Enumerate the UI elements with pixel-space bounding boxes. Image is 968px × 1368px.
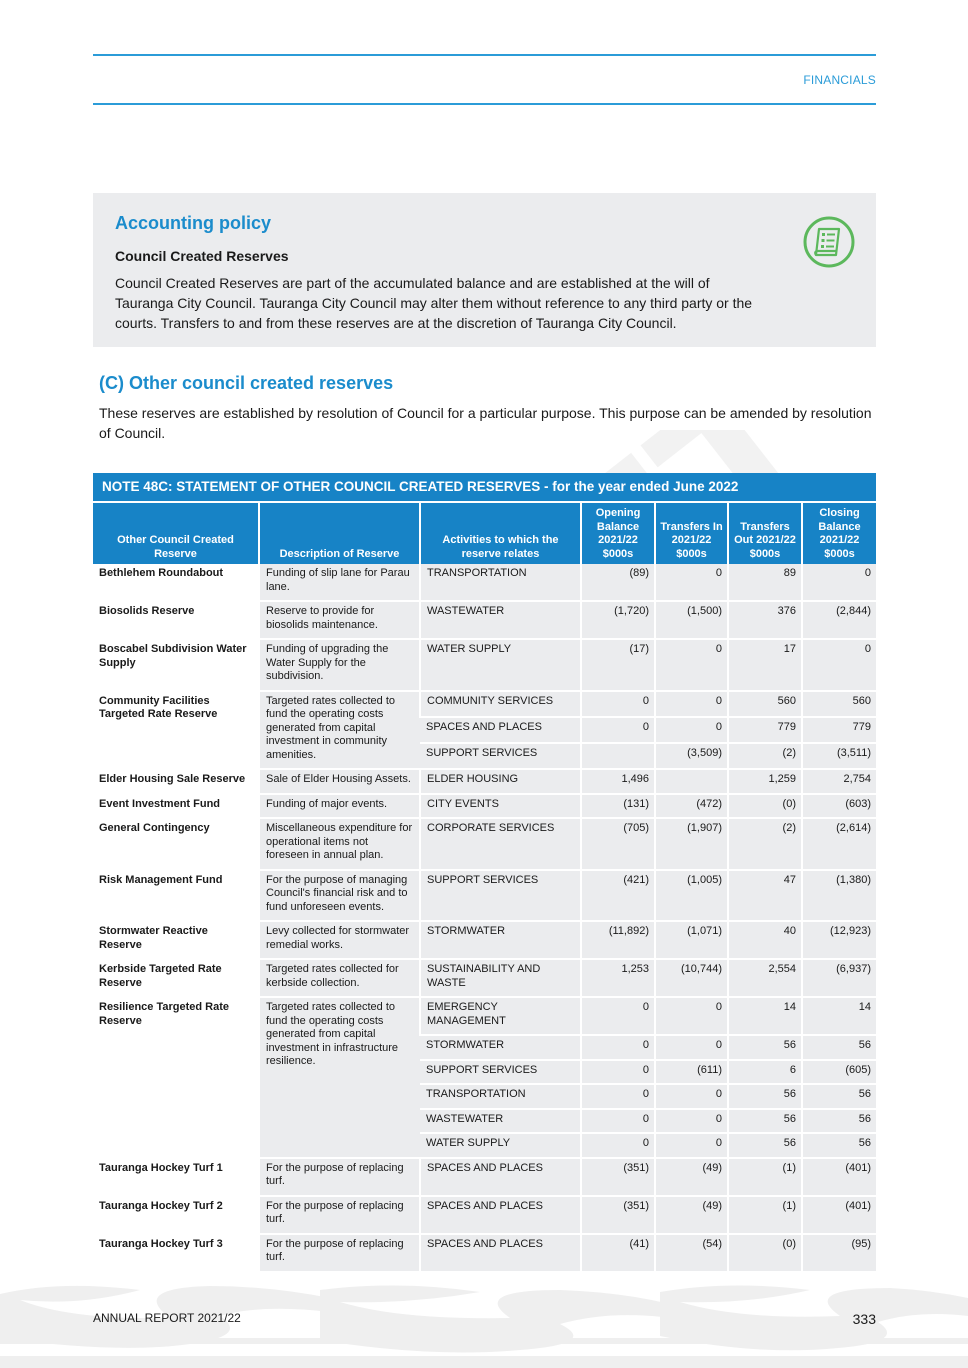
footer-report-title: ANNUAL REPORT 2021/22 <box>93 1311 241 1325</box>
cell-opening-balance: (89) <box>581 564 655 601</box>
table-row <box>93 997 876 1035</box>
cell-opening-balance: 0 <box>581 1035 655 1060</box>
cell-reserve-name: Tauranga Hockey Turf 3 <box>93 1234 259 1272</box>
cell-activity: STORMWATER <box>420 921 581 959</box>
col-transfers-in: Transfers In 2021/22 $000s <box>655 502 728 564</box>
col-transfers-out: Transfers Out 2021/22 $000s <box>728 502 802 564</box>
cell-transfers-out: 779 <box>728 717 802 743</box>
cell-description: Miscellaneous expenditure for operational items not foreseen in annual plan. <box>259 818 420 870</box>
cell-transfers-out: (0) <box>728 794 802 819</box>
table-row <box>93 921 876 959</box>
col-reserve-name: Other Council Created Reserve <box>93 502 259 564</box>
top-rule <box>93 54 876 56</box>
table-row <box>93 818 876 870</box>
table-row <box>93 769 876 794</box>
col-description: Description of Reserve <box>259 502 420 564</box>
cell-opening-balance: 0 <box>581 1084 655 1109</box>
cell-activity: SUPPORT SERVICES <box>420 870 581 922</box>
cell-transfers-in: (49) <box>655 1158 728 1196</box>
cell-opening-balance: (351) <box>581 1158 655 1196</box>
cell-transfers-out: 2,554 <box>728 959 802 997</box>
cell-transfers-in <box>655 769 728 794</box>
cell-transfers-out: 47 <box>728 870 802 922</box>
table-row <box>93 691 876 717</box>
cell-transfers-out: (2) <box>728 743 802 769</box>
cell-opening-balance: (41) <box>581 1234 655 1272</box>
cell-transfers-out: 17 <box>728 639 802 691</box>
cell-closing-balance: 0 <box>802 564 876 601</box>
cell-activity: SUPPORT SERVICES <box>420 743 581 769</box>
cell-transfers-in: 0 <box>655 564 728 601</box>
section-intro: These reserves are established by resolution of Council for a particular purpose. This purpose can be amended by resolution of Council. <box>99 405 872 441</box>
cell-description: For the purpose of replacing turf. <box>259 1234 420 1272</box>
document-checklist-icon <box>802 215 856 269</box>
cell-transfers-in: (1,500) <box>655 601 728 639</box>
cell-opening-balance: 0 <box>581 1060 655 1085</box>
cell-activity: SUPPORT SERVICES <box>420 1060 581 1085</box>
cell-transfers-out: 14 <box>728 997 802 1035</box>
cell-closing-balance: 0 <box>802 639 876 691</box>
cell-reserve-name: General Contingency <box>93 818 259 870</box>
cell-closing-balance: 56 <box>802 1109 876 1134</box>
cell-transfers-in: 0 <box>655 1035 728 1060</box>
cell-closing-balance: 56 <box>802 1035 876 1060</box>
cell-opening-balance: 0 <box>581 997 655 1035</box>
cell-activity: STORMWATER <box>420 1035 581 1060</box>
cell-activity: CITY EVENTS <box>420 794 581 819</box>
cell-opening-balance: (351) <box>581 1196 655 1234</box>
cell-transfers-out: 56 <box>728 1084 802 1109</box>
accounting-policy-box <box>93 193 876 347</box>
cell-activity: EMERGENCY MANAGEMENT <box>420 997 581 1035</box>
cell-transfers-out: (0) <box>728 1234 802 1272</box>
cell-activity: TRANSPORTATION <box>420 1084 581 1109</box>
cell-activity: TRANSPORTATION <box>420 564 581 601</box>
cell-description: Funding of slip lane for Parau lane. <box>259 564 420 601</box>
cell-opening-balance: (131) <box>581 794 655 819</box>
cell-reserve-name: Stormwater Reactive Reserve <box>93 921 259 959</box>
cell-closing-balance: 560 <box>802 691 876 717</box>
cell-reserve-name: Bethlehem Roundabout <box>93 564 259 601</box>
cell-reserve-name: Tauranga Hockey Turf 1 <box>93 1158 259 1196</box>
cell-reserve-name: Resilience Targeted Rate Reserve <box>93 997 259 1158</box>
cell-opening-balance <box>581 743 655 769</box>
cell-reserve-name: Boscabel Subdivision Water Supply <box>93 639 259 691</box>
cell-reserve-name: Biosolids Reserve <box>93 601 259 639</box>
cell-closing-balance: (2,614) <box>802 818 876 870</box>
cell-transfers-in: (611) <box>655 1060 728 1085</box>
cell-reserve-name: Community Facilities Targeted Rate Reserve <box>93 691 259 770</box>
cell-reserve-name: Event Investment Fund <box>93 794 259 819</box>
table-row <box>93 601 876 639</box>
cell-description: Sale of Elder Housing Assets. <box>259 769 420 794</box>
table-row <box>93 1234 876 1272</box>
cell-closing-balance: 779 <box>802 717 876 743</box>
cell-transfers-in: (1,907) <box>655 818 728 870</box>
cell-closing-balance: (12,923) <box>802 921 876 959</box>
cell-closing-balance: (605) <box>802 1060 876 1085</box>
cell-transfers-in: 0 <box>655 997 728 1035</box>
section-label: FINANCIALS <box>803 73 876 87</box>
col-closing-balance: Closing Balance 2021/22 $000s <box>802 502 876 564</box>
cell-activity: SPACES AND PLACES <box>420 717 581 743</box>
cell-transfers-in: 0 <box>655 1084 728 1109</box>
header-rule <box>93 103 876 105</box>
cell-closing-balance: (6,937) <box>802 959 876 997</box>
cell-transfers-out: (1) <box>728 1196 802 1234</box>
cell-transfers-out: 56 <box>728 1109 802 1134</box>
cell-transfers-in: 0 <box>655 1133 728 1158</box>
cell-closing-balance: (2,844) <box>802 601 876 639</box>
cell-description: Targeted rates collected to fund the operating costs generated from capital investment in infrastructure resilience. <box>259 997 420 1158</box>
cell-reserve-name: Risk Management Fund <box>93 870 259 922</box>
cell-closing-balance: 56 <box>802 1084 876 1109</box>
cell-description: Levy collected for stormwater remedial works. <box>259 921 420 959</box>
cell-closing-balance: 56 <box>802 1133 876 1158</box>
cell-closing-balance: 14 <box>802 997 876 1035</box>
cell-activity: WATER SUPPLY <box>420 1133 581 1158</box>
cell-reserve-name: Kerbside Targeted Rate Reserve <box>93 959 259 997</box>
cell-activity: ELDER HOUSING <box>420 769 581 794</box>
table-row <box>93 564 876 601</box>
cell-closing-balance: (603) <box>802 794 876 819</box>
reserves-table <box>93 473 876 1273</box>
cell-activity: SPACES AND PLACES <box>420 1196 581 1234</box>
cell-opening-balance: 0 <box>581 717 655 743</box>
cell-transfers-out: (1) <box>728 1158 802 1196</box>
cell-description: For the purpose of replacing turf. <box>259 1158 420 1196</box>
cell-activity: WASTEWATER <box>420 1109 581 1134</box>
cell-transfers-in: (1,005) <box>655 870 728 922</box>
policy-body: Council Created Reserves are part of the accumulated balance and are established at the will of Tauranga City Council. Tauranga City Council may alter them without reference to any third party or the courts. Transfers to and from these reserves are at the discretion of Tauranga City Council. <box>115 275 753 331</box>
cell-description: Funding of major events. <box>259 794 420 819</box>
cell-opening-balance: (17) <box>581 639 655 691</box>
cell-description: Targeted rates collected for kerbside collection. <box>259 959 420 997</box>
cell-activity: SUSTAINABILITY AND WASTE <box>420 959 581 997</box>
table-body <box>93 564 876 1272</box>
cell-transfers-in: (1,071) <box>655 921 728 959</box>
table-row <box>93 639 876 691</box>
cell-activity: COMMUNITY SERVICES <box>420 691 581 717</box>
cell-transfers-in: 0 <box>655 1109 728 1134</box>
policy-subtitle: Council Created Reserves <box>115 248 289 264</box>
col-activity: Activities to which the reserve relates <box>420 502 581 564</box>
table-row <box>93 1196 876 1234</box>
cell-transfers-in: (54) <box>655 1234 728 1272</box>
cell-activity: WASTEWATER <box>420 601 581 639</box>
cell-closing-balance: (401) <box>802 1158 876 1196</box>
page-number: 333 <box>852 1311 876 1327</box>
cell-activity: SPACES AND PLACES <box>420 1158 581 1196</box>
cell-description: Funding of upgrading the Water Supply for the subdivision. <box>259 639 420 691</box>
cell-activity: CORPORATE SERVICES <box>420 818 581 870</box>
cell-opening-balance: 0 <box>581 1133 655 1158</box>
cell-description: For the purpose of managing Council's financial risk and to fund unforeseen events. <box>259 870 420 922</box>
cell-transfers-in: (472) <box>655 794 728 819</box>
cell-activity: WATER SUPPLY <box>420 639 581 691</box>
cell-transfers-in: (3,509) <box>655 743 728 769</box>
cell-description: Reserve to provide for biosolids maintenance. <box>259 601 420 639</box>
cell-transfers-in: 0 <box>655 717 728 743</box>
section-heading: (C) Other council created reserves <box>99 373 394 393</box>
cell-description: Targeted rates collected to fund the operating costs generated from capital investment in community amenities. <box>259 691 420 770</box>
cell-transfers-out: 56 <box>728 1133 802 1158</box>
cell-opening-balance: (11,892) <box>581 921 655 959</box>
cell-reserve-name: Tauranga Hockey Turf 2 <box>93 1196 259 1234</box>
col-opening-balance: Opening Balance 2021/22 $000s <box>581 502 655 564</box>
cell-closing-balance: (3,511) <box>802 743 876 769</box>
cell-closing-balance: (95) <box>802 1234 876 1272</box>
cell-reserve-name: Elder Housing Sale Reserve <box>93 769 259 794</box>
table-row <box>93 959 876 997</box>
cell-closing-balance: (401) <box>802 1196 876 1234</box>
cell-opening-balance: 0 <box>581 691 655 717</box>
cell-transfers-in: 0 <box>655 639 728 691</box>
cell-transfers-out: 376 <box>728 601 802 639</box>
cell-activity: SPACES AND PLACES <box>420 1234 581 1272</box>
cell-opening-balance: 1,496 <box>581 769 655 794</box>
cell-transfers-out: 6 <box>728 1060 802 1085</box>
cell-transfers-out: 40 <box>728 921 802 959</box>
cell-transfers-in: (10,744) <box>655 959 728 997</box>
cell-transfers-out: (2) <box>728 818 802 870</box>
table-column-headers <box>93 502 876 564</box>
cell-description: For the purpose of replacing turf. <box>259 1196 420 1234</box>
cell-transfers-out: 1,259 <box>728 769 802 794</box>
table-row <box>93 870 876 922</box>
cell-transfers-out: 89 <box>728 564 802 601</box>
table-title: NOTE 48C: STATEMENT OF OTHER COUNCIL CREATED RESERVES - for the year ended June 2022 <box>93 473 876 501</box>
cell-closing-balance: 2,754 <box>802 769 876 794</box>
policy-title: Accounting policy <box>115 213 272 233</box>
cell-opening-balance: (421) <box>581 870 655 922</box>
table-row <box>93 794 876 819</box>
cell-transfers-in: 0 <box>655 691 728 717</box>
table-row <box>93 1158 876 1196</box>
cell-transfers-out: 56 <box>728 1035 802 1060</box>
cell-opening-balance: (705) <box>581 818 655 870</box>
cell-opening-balance: 1,253 <box>581 959 655 997</box>
cell-opening-balance: 0 <box>581 1109 655 1134</box>
cell-transfers-in: (49) <box>655 1196 728 1234</box>
cell-transfers-out: 560 <box>728 691 802 717</box>
cell-opening-balance: (1,720) <box>581 601 655 639</box>
cell-closing-balance: (1,380) <box>802 870 876 922</box>
